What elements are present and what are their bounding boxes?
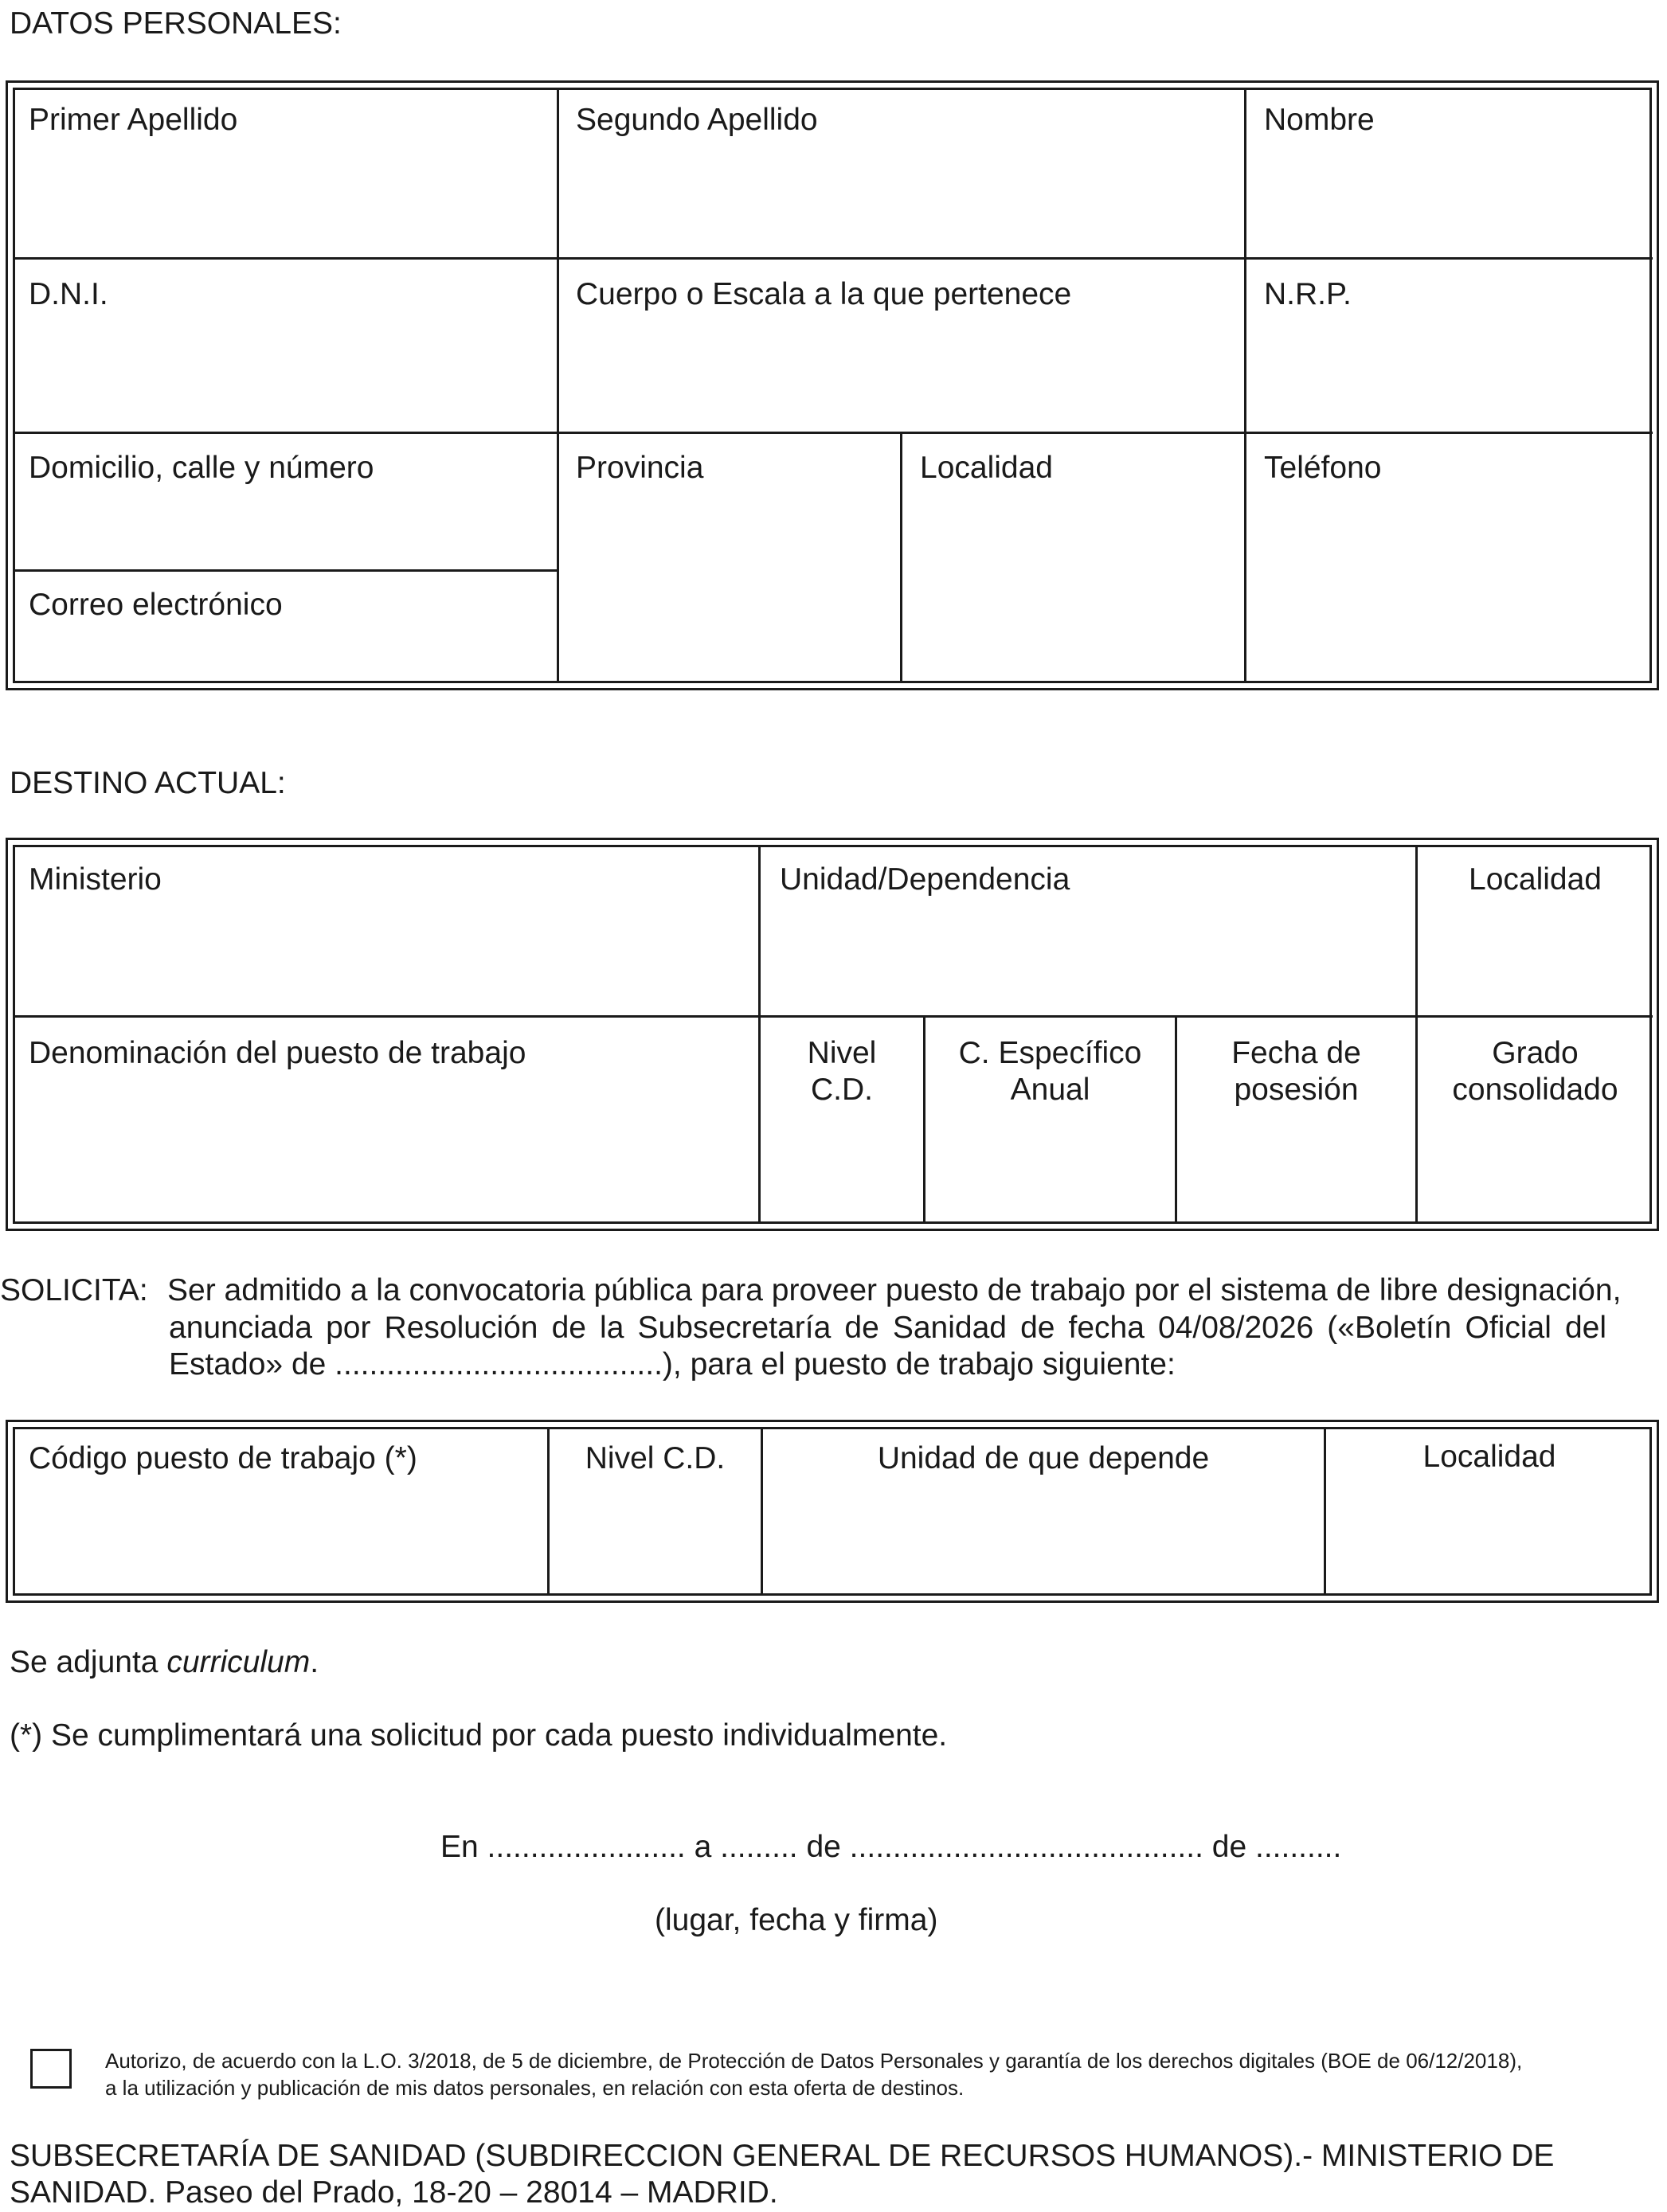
footnote-asterisk: (*) Se cumplimentará una solicitud por cada puesto individualmente. bbox=[10, 1718, 948, 1753]
solicita-text-line3: Estado» de ......................................), para el puesto de trabajo siguiente: bbox=[169, 1347, 1176, 1382]
label-grado-line2: consolidado bbox=[1452, 1073, 1618, 1107]
label-puesto-nivel: Nivel C.D. bbox=[585, 1441, 726, 1475]
label-fecha-line2: posesión bbox=[1234, 1073, 1359, 1107]
curriculum-note-prefix: Se adjunta bbox=[10, 1645, 167, 1679]
label-nombre: Nombre bbox=[1264, 103, 1375, 137]
label-localidad: Localidad bbox=[920, 451, 1053, 485]
consent-text-line1: Autorizo, de acuerdo con la L.O. 3/2018, de 5 de diciembre, de Protección de Datos Personales y garantía de los derechos digitales (BOE de 06/12/2018), bbox=[105, 2049, 1523, 2073]
label-puesto-localidad: Localidad bbox=[1422, 1440, 1556, 1474]
curriculum-note-italic: curriculum bbox=[166, 1645, 311, 1679]
curriculum-note-suffix: . bbox=[310, 1645, 319, 1679]
section-heading-datos-personales: DATOS PERSONALES: bbox=[10, 6, 342, 41]
label-dni: D.N.I. bbox=[29, 277, 108, 311]
label-correo: Correo electrónico bbox=[29, 588, 283, 622]
solicita-text-line2: anunciada por Resolución de la Subsecretaría de Sanidad de fecha 04/08/2026 («Boletín Oficial del bbox=[169, 1311, 1606, 1345]
label-ministerio: Ministerio bbox=[29, 862, 162, 897]
label-denominacion: Denominación del puesto de trabajo bbox=[29, 1036, 526, 1070]
label-domicilio: Domicilio, calle y número bbox=[29, 451, 374, 485]
label-unidad-dependencia: Unidad/Dependencia bbox=[780, 862, 1070, 897]
label-telefono: Teléfono bbox=[1264, 451, 1382, 485]
label-destino-localidad: Localidad bbox=[1469, 862, 1602, 897]
label-provincia: Provincia bbox=[576, 451, 704, 485]
label-especifico-line2: Anual bbox=[1010, 1073, 1090, 1107]
place-date-line: En ....................... a ......... de ......................................... de .......... bbox=[440, 1830, 1342, 1864]
label-nivel-line1: Nivel bbox=[807, 1036, 877, 1070]
label-nivel-line2: C.D. bbox=[811, 1073, 873, 1107]
label-fecha-line1: Fecha de bbox=[1231, 1036, 1361, 1070]
label-puesto-unidad: Unidad de que depende bbox=[877, 1441, 1210, 1475]
label-segundo-apellido: Segundo Apellido bbox=[576, 103, 818, 137]
section-heading-destino-actual: DESTINO ACTUAL: bbox=[10, 766, 286, 800]
label-nrp: N.R.P. bbox=[1264, 277, 1352, 311]
label-codigo-puesto: Código puesto de trabajo (*) bbox=[29, 1441, 417, 1475]
footer-address-line2: SANIDAD. Paseo del Prado, 18-20 – 28014 – MADRID. bbox=[10, 2175, 778, 2210]
label-cuerpo: Cuerpo o Escala a la que pertenece bbox=[576, 277, 1072, 311]
label-especifico-line1: C. Específico bbox=[958, 1036, 1142, 1070]
label-grado-line1: Grado bbox=[1492, 1036, 1579, 1070]
signature-caption: (lugar, fecha y firma) bbox=[655, 1903, 938, 1937]
curriculum-note bbox=[10, 1643, 319, 1682]
label-primer-apellido: Primer Apellido bbox=[29, 103, 238, 137]
footer-address-line1: SUBSECRETARÍA DE SANIDAD (SUBDIRECCION GENERAL DE RECURSOS HUMANOS).- MINISTERIO DE bbox=[10, 2139, 1555, 2173]
solicita-label: SOLICITA: bbox=[0, 1273, 148, 1307]
consent-text-line2: a la utilización y publicación de mis datos personales, en relación con esta oferta de destinos. bbox=[105, 2076, 965, 2100]
solicita-text-line1: Ser admitido a la convocatoria pública para proveer puesto de trabajo por el sistema de libre designación, bbox=[167, 1273, 1622, 1307]
consent-checkbox[interactable] bbox=[30, 2049, 72, 2089]
